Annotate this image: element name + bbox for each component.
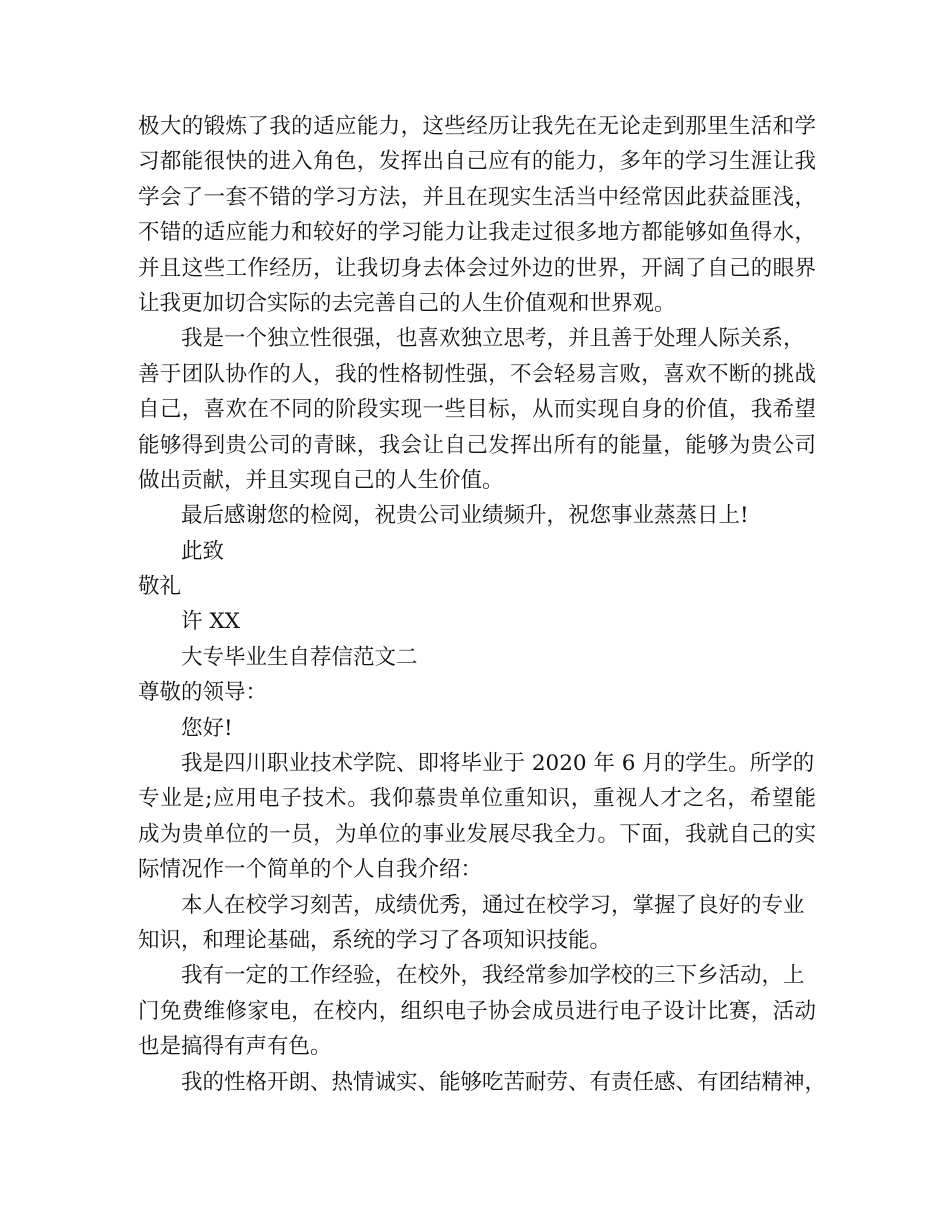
paragraph-line: 学会了一套不错的学习方法，并且在现实生活当中经常因此获益匪浅， (138, 184, 816, 210)
closing-line: 最后感谢您的检阅，祝贵公司业绩频升，祝您事业蒸蒸日上! (181, 503, 749, 529)
salutation-jingli: 敬礼 (138, 574, 182, 600)
paragraph-line: 知识，和理论基础，系统的学习了各项知识技能。 (138, 927, 612, 953)
paragraph-line: 门免费维修家电，在校内，组织电子协会成员进行电子设计比赛，活动 (138, 998, 816, 1024)
document-body (138, 109, 838, 1100)
paragraph-line: 我是一个独立性很强，也喜欢独立思考，并且善于处理人际关系， (181, 326, 805, 352)
salutation-cizhi: 此致 (181, 538, 225, 564)
paragraph-line: 极大的锻炼了我的适应能力，这些经历让我先在无论走到那里生活和学 (138, 114, 816, 139)
section-title: 大专毕业生自荐信范文二 (181, 644, 418, 670)
paragraph-line: 专业是;应用电子技术。我仰慕贵单位重知识，重视人才之名，希望能 (138, 786, 816, 812)
paragraph-line: 能够得到贵公司的青睐，我会让自己发挥出所有的能量，能够为贵公司 (138, 432, 816, 458)
paragraph-line: 成为贵单位的一员，为单位的事业发展尽我全力。下面，我就自己的实 (138, 821, 816, 847)
paragraph-line: 本人在校学习刻苦，成绩优秀，通过在校学习，掌握了良好的专业 (181, 892, 805, 918)
paragraph-line: 也是搞得有声有色。 (138, 1034, 332, 1060)
paragraph-line: 让我更加切合实际的去完善自己的人生价值观和世界观。 (138, 290, 676, 316)
paragraph-line: 并且这些工作经历，让我切身去体会过外边的世界，开阔了自己的眼界 (138, 255, 816, 281)
signature: 许 XX (181, 609, 240, 635)
paragraph-line: 我的性格开朗、热情诚实、能够吃苦耐劳、有责任感、有团结精神， (181, 1069, 827, 1095)
paragraph-line: 自己，喜欢在不同的阶段实现一些目标，从而实现自身的价值，我希望 (138, 397, 816, 423)
paragraph-line: 际情况作一个简单的个人自我介绍： (138, 857, 483, 883)
greeting-hello: 您好! (181, 715, 233, 741)
paragraph-line: 不错的适应能力和较好的学习能力让我走过很多地方都能够如鱼得水， (138, 220, 816, 246)
paragraph-line: 善于团队协作的人，我的性格韧性强，不会轻易言败，喜欢不断的挑战 (138, 361, 816, 387)
greeting-recipient: 尊敬的领导： (138, 680, 268, 706)
paragraph-line: 做出贡献，并且实现自己的人生价值。 (138, 467, 504, 493)
paragraph-line: 习都能很快的进入角色，发挥出自己应有的能力，多年的学习生涯让我 (138, 149, 816, 175)
paragraph-line: 我是四川职业技术学院、即将毕业于 2020 年 6 月的学生。所学的 (181, 751, 815, 777)
paragraph-line: 我有一定的工作经验，在校外，我经常参加学校的三下乡活动，上 (181, 963, 805, 989)
